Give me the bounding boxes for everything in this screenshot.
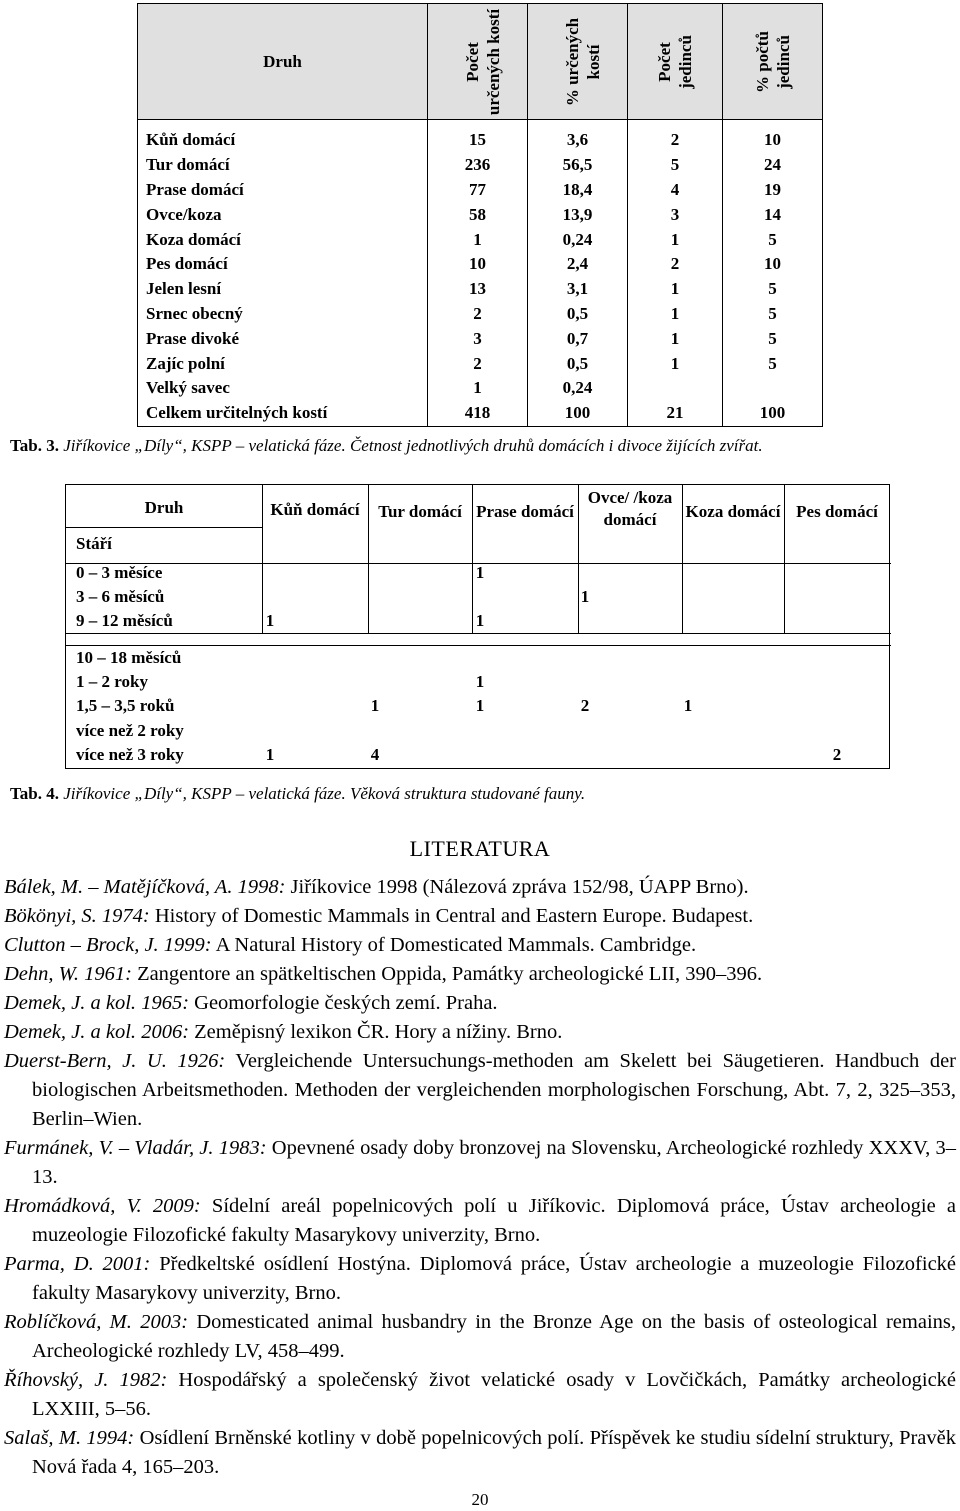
species-name: Kůň domácí	[138, 128, 428, 153]
row-label: 1,5 – 3,5 roků	[76, 696, 175, 715]
column-header: Ovce/ /koza domácí	[587, 488, 673, 529]
table-cell: 2	[628, 128, 723, 153]
reference-author: Říhovský, J.	[4, 1369, 109, 1391]
table-caption: Tab. 4. Jiříkovice „Díly“, KSPP – velatická fáze. Věková struktura studované fauny.	[10, 784, 586, 803]
column-header: Prase domácí	[476, 502, 574, 521]
table-cell: 1	[475, 611, 485, 630]
reference-text: History of Domestic Mammals in Central and Eastern Europe. Budapest.	[154, 905, 754, 927]
row-label: 1 – 2 roky	[76, 672, 148, 691]
corner-header-druh: Druh	[144, 498, 184, 517]
table-cell: 5	[723, 227, 823, 252]
reference-text: Opevnené osady doby bronzovej na Slovensku, Archeologické rozhledy XXXV, 3–13.	[32, 1137, 956, 1188]
reference-item	[4, 1047, 956, 1134]
reference-item	[4, 1424, 956, 1482]
table-cell: 100	[723, 401, 823, 426]
reference-text: Sídelní areál popelnicových polí u Jiříkovic. Diplomová práce, Ústav archeologie a muzeologie Filozofické fakulty Masarykovy univerzity, Brno.	[32, 1195, 957, 1246]
table-cell: 1	[475, 563, 485, 582]
reference-item	[4, 1134, 956, 1192]
column-header: Počet jedinců	[628, 4, 723, 120]
reference-text: Geomorfologie českých zemí. Praha.	[194, 992, 498, 1014]
table-cell: 77	[428, 178, 528, 203]
table-row	[138, 401, 823, 426]
reference-item	[4, 1018, 956, 1047]
table-cell: 3,6	[528, 128, 628, 153]
species-name: Jelen lesní	[138, 277, 428, 302]
reference-author: Salaš, M.	[4, 1427, 82, 1449]
table-row	[138, 302, 823, 327]
species-name: Ovce/koza	[138, 202, 428, 227]
reference-author: Parma, D.	[4, 1253, 94, 1275]
reference-list	[4, 873, 956, 1482]
reference-item	[4, 902, 956, 931]
species-name: Velký savec	[138, 376, 428, 401]
reference-author: Duerst-Bern, J. U.	[4, 1050, 167, 1072]
table-cell: 14	[723, 202, 823, 227]
table-cell: 1	[628, 326, 723, 351]
table-cell: 10	[723, 128, 823, 153]
reference-author: Dehn, W.	[4, 963, 79, 985]
table-cell: 2,4	[528, 252, 628, 277]
reference-year: 1961:	[84, 963, 132, 985]
table-cell: 13	[428, 277, 528, 302]
table-cell: 1	[265, 611, 275, 630]
table-cell: 5	[723, 351, 823, 376]
table-cell: 2	[832, 745, 842, 764]
reference-item	[4, 960, 956, 989]
table-row	[138, 326, 823, 351]
row-label: více než 3 roky	[76, 745, 184, 764]
table-row	[138, 252, 823, 277]
table-row	[138, 376, 823, 401]
table-cell: 236	[428, 153, 528, 178]
species-name: Zajíc polní	[138, 351, 428, 376]
reference-text: Hospodářský a společenský život velatické osady v Lovčičkách, Památky archeologické LXXIII, 5–56.	[32, 1369, 957, 1420]
table-header-row	[138, 4, 823, 120]
reference-year: 1983:	[218, 1137, 267, 1159]
table-cell: 1	[683, 696, 693, 715]
reference-item	[4, 1308, 956, 1366]
table-cell	[628, 376, 723, 401]
reference-author: Clutton – Brock, J.	[4, 934, 159, 956]
reference-year: 2001:	[102, 1253, 151, 1275]
table-cell: 100	[528, 401, 628, 426]
table-cell: 1	[370, 696, 380, 715]
species-name: Srnec obecný	[138, 302, 428, 327]
reference-text: Předkeltské osídlení Hostýna. Diplomová práce, Ústav archeologie a muzeologie Filozofické fakulty Masarykovy univerzity, Brno.	[32, 1253, 957, 1304]
column-header: Tur domácí	[378, 502, 462, 521]
reference-year: 1974:	[101, 905, 150, 927]
table-row	[138, 153, 823, 178]
table-cell: 1	[475, 696, 485, 715]
reference-text: Zangentore an spätkeltischen Oppida, Památky archeologické LII, 390–396.	[137, 963, 763, 985]
reference-text: Zeměpisný lexikon ČR. Hory a nížiny. Brno.	[194, 1021, 563, 1043]
row-label: 0 – 3 měsíce	[76, 563, 163, 582]
table-cell: 1	[428, 227, 528, 252]
reference-year: 2009:	[152, 1195, 201, 1217]
table-cell: 1	[265, 745, 275, 764]
reference-item	[4, 989, 956, 1018]
page-number: 20	[471, 1490, 489, 1509]
row-label: 3 – 6 měsíců	[76, 587, 165, 606]
table-cell: 1	[628, 351, 723, 376]
reference-author: Roblíčková, M.	[4, 1311, 132, 1333]
species-name: Pes domácí	[138, 252, 428, 277]
reference-author: Hromádková, V.	[4, 1195, 142, 1217]
table-cell: 1	[475, 672, 485, 691]
table-cell: 1	[428, 376, 528, 401]
species-name: Tur domácí	[138, 153, 428, 178]
table-cell: 56,5	[528, 153, 628, 178]
species-name: Prase domácí	[138, 178, 428, 203]
reference-item	[4, 1250, 956, 1308]
table-cell: 3	[428, 326, 528, 351]
table-cell: 2	[428, 351, 528, 376]
species-name: Prase divoké	[138, 326, 428, 351]
table-cell: 13,9	[528, 202, 628, 227]
reference-text: Domesticated animal husbandry in the Bronze Age on the basis of osteological remains, Archeologické rozhledy LV, 458–499.	[32, 1311, 956, 1362]
table-cell: 58	[428, 202, 528, 227]
age-structure-table	[65, 484, 890, 769]
section-title: LITERATURA	[409, 836, 551, 861]
table-cell: 10	[723, 252, 823, 277]
table-row	[138, 202, 823, 227]
table-row	[138, 227, 823, 252]
reference-year: 1982:	[119, 1369, 168, 1391]
table-row	[138, 178, 823, 203]
reference-year: 2003:	[140, 1311, 189, 1333]
column-header: Počet určených kostí	[428, 4, 528, 120]
reference-author: Bálek, M. – Matějíčková, A.	[4, 876, 233, 898]
table-cell: 2	[428, 302, 528, 327]
column-header: Kůň domácí	[270, 500, 360, 519]
species-name: Celkem určitelných kostí	[138, 401, 428, 426]
corner-header-stari: Stáří	[76, 534, 112, 553]
table-cell: 0,24	[528, 376, 628, 401]
table-row	[138, 277, 823, 302]
reference-year: 1965:	[141, 992, 190, 1014]
table-cell: 3	[628, 202, 723, 227]
table-cell: 4	[628, 178, 723, 203]
table-cell: 5	[723, 277, 823, 302]
reference-text: A Natural History of Domesticated Mammals. Cambridge.	[215, 934, 697, 956]
table-cell: 0,5	[528, 351, 628, 376]
reference-text: Jiříkovice 1998 (Nálezová zpráva 152/98, ÚAPP Brno).	[290, 876, 749, 898]
reference-text: Vergleichende Untersuchungs-methoden am Skelett bei Säugetieren. Handbuch der biologischen Arbeitsmethoden. Methoden der vergleichenden morphologischen Forschung, Abt. 7, 2, 325–353, Berlin–Wien.	[32, 1050, 957, 1130]
reference-year: 1926:	[177, 1050, 226, 1072]
reference-text: Osídlení Brněnské kotliny v době popelnicových polí. Příspěvek ke studiu sídelní struktury, Pravěk Nová řada 4, 165–203.	[32, 1427, 956, 1478]
table-cell: 418	[428, 401, 528, 426]
row-label: 10 – 18 měsíců	[76, 648, 182, 667]
table-cell: 10	[428, 252, 528, 277]
table-cell: 1	[628, 227, 723, 252]
reference-item	[4, 1366, 956, 1424]
table-cell: 0,24	[528, 227, 628, 252]
table-cell: 18,4	[528, 178, 628, 203]
table-cell: 1	[628, 302, 723, 327]
table-cell: 0,7	[528, 326, 628, 351]
table-caption: Tab. 3. Jiříkovice „Díly“, KSPP – velatická fáze. Četnost jednotlivých druhů domácích i divoce žijících zvířat.	[10, 436, 763, 455]
reference-item	[4, 873, 956, 902]
reference-author: Demek, J. a kol.	[4, 992, 137, 1014]
row-label: 9 – 12 měsíců	[76, 611, 173, 630]
table-cell: 2	[628, 252, 723, 277]
table-cell: 3,1	[528, 277, 628, 302]
table-cell: 15	[428, 128, 528, 153]
table-row	[138, 128, 823, 153]
reference-author: Demek, J. a kol.	[4, 1021, 137, 1043]
table-cell: 1	[628, 277, 723, 302]
reference-year: 2006:	[141, 1021, 190, 1043]
row-label: více než 2 roky	[76, 721, 184, 740]
table-cell	[723, 376, 823, 401]
reference-author: Bökönyi, S.	[4, 905, 97, 927]
reference-item	[4, 1192, 956, 1250]
table-cell: 4	[370, 745, 380, 764]
table-cell: 24	[723, 153, 823, 178]
reference-year: 1994:	[86, 1427, 135, 1449]
table-cell: 21	[628, 401, 723, 426]
column-header: Koza domácí	[685, 502, 781, 521]
table-cell: 5	[723, 302, 823, 327]
reference-year: 1998:	[237, 876, 286, 898]
species-frequency-table	[137, 3, 822, 427]
table-cell: 5	[723, 326, 823, 351]
column-header: % určených kostí	[528, 4, 628, 120]
table-row	[138, 351, 823, 376]
column-header: Druh	[138, 4, 428, 120]
column-header: Pes domácí	[796, 502, 878, 521]
reference-year: 1999:	[163, 934, 212, 956]
table-cell: 0,5	[528, 302, 628, 327]
table-cell: 19	[723, 178, 823, 203]
reference-item	[4, 931, 956, 960]
table-cell: 1	[580, 587, 590, 606]
reference-author: Furmánek, V. – Vladár, J.	[4, 1137, 214, 1159]
column-header: % počtů jedinců	[723, 4, 823, 120]
table-cell: 5	[628, 153, 723, 178]
table-cell: 2	[580, 696, 590, 715]
species-name: Koza domácí	[138, 227, 428, 252]
